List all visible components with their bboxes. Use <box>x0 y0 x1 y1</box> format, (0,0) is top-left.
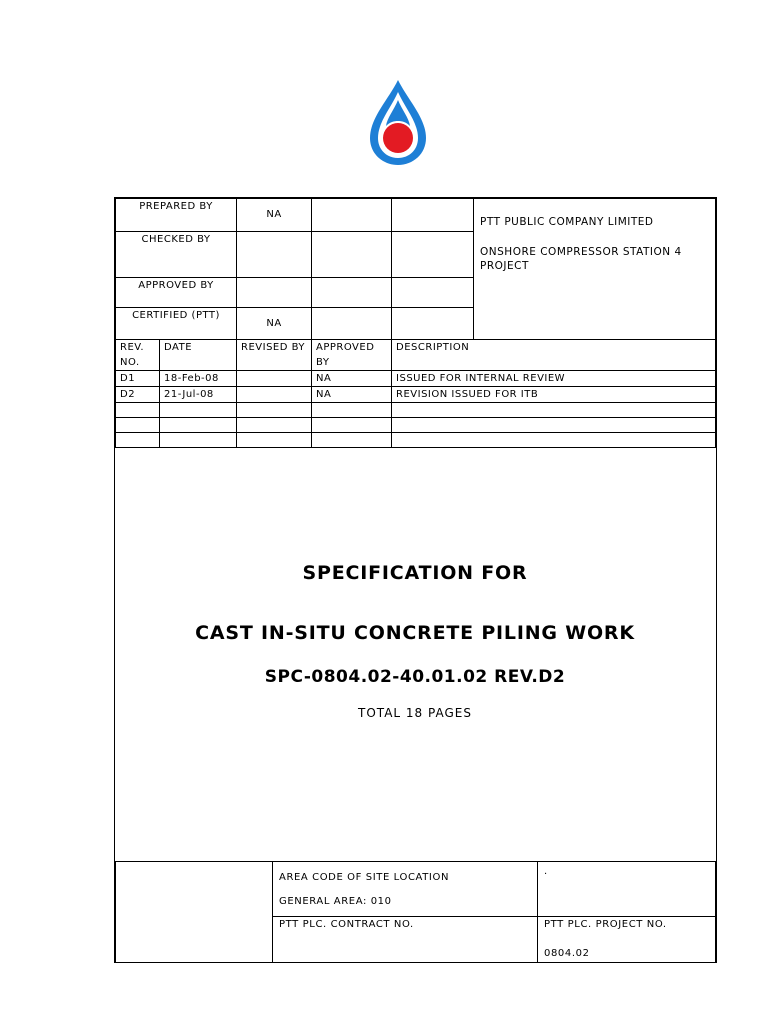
certified-label: CERTIFIED (PTT) <box>116 308 237 340</box>
revision-row <box>116 371 716 387</box>
total-pages: TOTAL 18 PAGES <box>358 706 472 720</box>
project-name: ONSHORE COMPRESSOR STATION 4 PROJECT <box>480 246 682 272</box>
area-code-value: . <box>538 862 716 917</box>
revision-block <box>115 198 715 448</box>
approved-by-label: APPROVED BY <box>116 278 237 308</box>
revised-by-cell <box>237 371 312 387</box>
revision-row <box>116 418 716 433</box>
project-no-value: 0804.02 <box>544 948 590 959</box>
date-cell: 21-Jul-08 <box>160 387 237 403</box>
approved-by-cell: NA <box>312 371 392 387</box>
approved-by-cell: NA <box>312 387 392 403</box>
company-name: PTT PUBLIC COMPANY LIMITED <box>480 216 654 228</box>
contract-no-label: PTT PLC. CONTRACT NO. <box>273 917 538 963</box>
document-frame <box>114 197 717 963</box>
description-cell: REVISION ISSUED FOR ITB <box>392 387 716 403</box>
revision-row <box>116 433 716 448</box>
description-cell: ISSUED FOR INTERNAL REVIEW <box>392 371 716 387</box>
area-code-cell <box>273 862 538 917</box>
project-no-cell <box>538 917 716 963</box>
prepared-by-label: PREPARED BY <box>116 199 237 232</box>
checked-by-label: CHECKED BY <box>116 232 237 278</box>
date-cell: 18-Feb-08 <box>160 371 237 387</box>
header-approved-by: APPROVED BY <box>312 340 392 371</box>
header-date: DATE <box>160 340 237 371</box>
rev-cell: D1 <box>116 371 160 387</box>
rev-cell: D2 <box>116 387 160 403</box>
certified-value: NA <box>237 308 312 340</box>
project-no-label: PTT PLC. PROJECT NO. <box>544 919 667 930</box>
header-rev-no: REV. NO. <box>116 340 160 371</box>
prepared-by-value: NA <box>237 199 312 232</box>
revision-row <box>116 387 716 403</box>
general-area: GENERAL AREA: 010 <box>279 896 392 907</box>
header-description: DESCRIPTION <box>392 340 716 371</box>
company-info <box>474 199 716 340</box>
revised-by-cell <box>237 387 312 403</box>
title-line-1: SPECIFICATION FOR <box>302 562 528 584</box>
title-line-2: CAST IN-SITU CONCRETE PILING WORK <box>195 622 635 644</box>
ptt-flame-logo <box>368 78 428 168</box>
area-code-label: AREA CODE OF SITE LOCATION <box>279 872 450 883</box>
document-number: SPC-0804.02-40.01.02 REV.D2 <box>264 667 566 687</box>
revision-row <box>116 403 716 418</box>
header-revised-by: REVISED BY <box>237 340 312 371</box>
footer-block <box>115 861 715 963</box>
